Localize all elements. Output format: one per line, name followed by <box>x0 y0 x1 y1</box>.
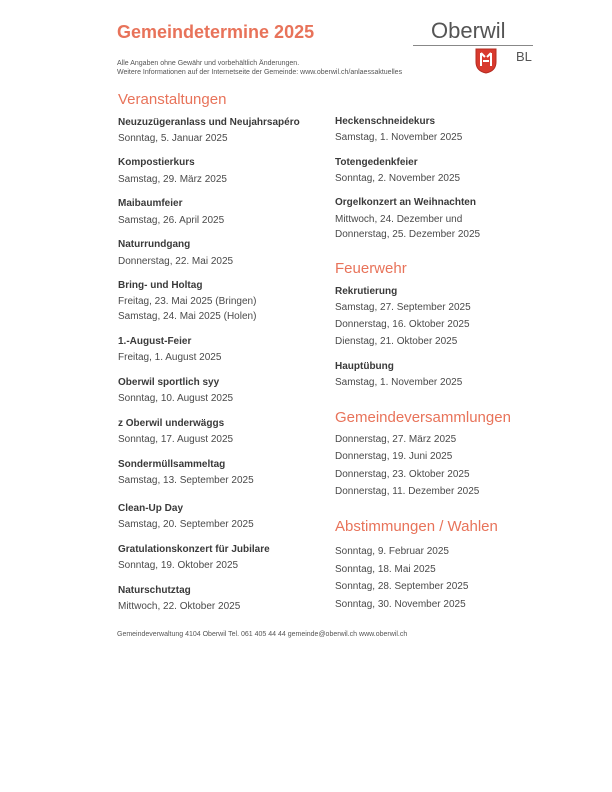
event-date: Samstag, 1. November 2025 <box>335 377 463 388</box>
event-date: Donnerstag, 22. Mai 2025 <box>118 256 234 267</box>
website-info-line: Weitere Informationen auf der Internetseite der Gemeinde: www.oberwil.ch/anlaessaktuelles <box>117 69 403 76</box>
event-date: Sonntag, 5. Januar 2025 <box>118 133 228 144</box>
event-name: Naturrundgang <box>118 239 191 250</box>
event-date: Sonntag, 9. Februar 2025 <box>335 546 449 557</box>
section-title-feuerwehr: Feuerwehr <box>335 260 407 277</box>
oberwil-logo <box>413 18 543 80</box>
event-name: z Oberwil underwäggs <box>118 418 225 429</box>
event-date: Donnerstag, 23. Oktober 2025 <box>335 469 470 480</box>
event-date: Sonntag, 30. November 2025 <box>335 599 466 610</box>
page-title: Gemeindetermine 2025 <box>117 22 315 42</box>
event-date: Sonntag, 2. November 2025 <box>335 173 461 184</box>
event-date: Sonntag, 17. August 2025 <box>118 434 234 445</box>
event-date: Mittwoch, 24. Dezember und <box>335 214 463 225</box>
section-title-gemeindeversammlungen: Gemeindeversammlungen <box>335 409 511 426</box>
event-name: Bring- und Holtag <box>118 280 203 291</box>
event-name: Naturschutztag <box>118 585 191 596</box>
event-date: Sonntag, 19. Oktober 2025 <box>118 560 239 571</box>
event-date: Samstag, 1. November 2025 <box>335 132 463 143</box>
disclaimer-note <box>117 59 402 77</box>
event-name: Hauptübung <box>335 361 394 372</box>
event-date: Samstag, 26. April 2025 <box>118 215 225 226</box>
logo-rule <box>413 45 533 46</box>
event-date: Dienstag, 21. Oktober 2025 <box>335 336 458 347</box>
event-date: Samstag, 20. September 2025 <box>118 519 254 530</box>
event-date: Sonntag, 18. Mai 2025 <box>335 564 436 575</box>
coat-of-arms-icon <box>475 48 497 74</box>
event-name: Heckenschneidekurs <box>335 116 436 127</box>
event-date: Donnerstag, 16. Oktober 2025 <box>335 319 470 330</box>
event-date: Samstag, 24. Mai 2025 (Holen) <box>118 311 257 322</box>
event-date: Mittwoch, 22. Oktober 2025 <box>118 601 241 612</box>
event-date: Donnerstag, 11. Dezember 2025 <box>335 486 480 497</box>
event-name: Oberwil sportlich syy <box>118 377 220 388</box>
event-date: Donnerstag, 27. März 2025 <box>335 434 457 445</box>
event-date: Donnerstag, 25. Dezember 2025 <box>335 229 481 240</box>
section-title-veranstaltungen: Veranstaltungen <box>118 91 227 108</box>
event-date: Samstag, 27. September 2025 <box>335 302 471 313</box>
event-name: 1.-August-Feier <box>118 336 192 347</box>
event-date: Samstag, 13. September 2025 <box>118 475 254 486</box>
event-name: Sondermüllsammeltag <box>118 459 226 470</box>
event-name: Gratulationskonzert für Jubilare <box>118 544 270 555</box>
event-name: Maibaumfeier <box>118 198 183 209</box>
event-name: Totengedenkfeier <box>335 157 418 168</box>
event-date: Sonntag, 10. August 2025 <box>118 393 234 404</box>
event-date: Donnerstag, 19. Juni 2025 <box>335 451 453 462</box>
disclaimer-line: Alle Angaben ohne Gewähr und vorbehältlich Änderungen. <box>117 60 300 67</box>
event-date: Samstag, 29. März 2025 <box>118 174 227 185</box>
event-name: Orgelkonzert an Weihnachten <box>335 197 476 208</box>
event-date: Sonntag, 28. September 2025 <box>335 581 469 592</box>
event-date: Freitag, 23. Mai 2025 (Bringen) <box>118 296 257 307</box>
footer-contact: Gemeindeverwaltung 4104 Oberwil Tel. 061 405 44 44 gemeinde@oberwil.ch www.oberwil.ch <box>117 631 408 638</box>
event-name: Kompostierkurs <box>118 157 195 168</box>
event-name: Neuzuzügeranlass und Neujahrsapéro <box>118 117 300 128</box>
logo-name: Oberwil <box>431 18 506 43</box>
section-title-abstimmungen: Abstimmungen / Wahlen <box>335 518 498 535</box>
logo-canton: BL <box>516 49 532 64</box>
event-name: Rekrutierung <box>335 286 398 297</box>
event-date: Freitag, 1. August 2025 <box>118 352 222 363</box>
event-name: Clean-Up Day <box>118 503 184 514</box>
